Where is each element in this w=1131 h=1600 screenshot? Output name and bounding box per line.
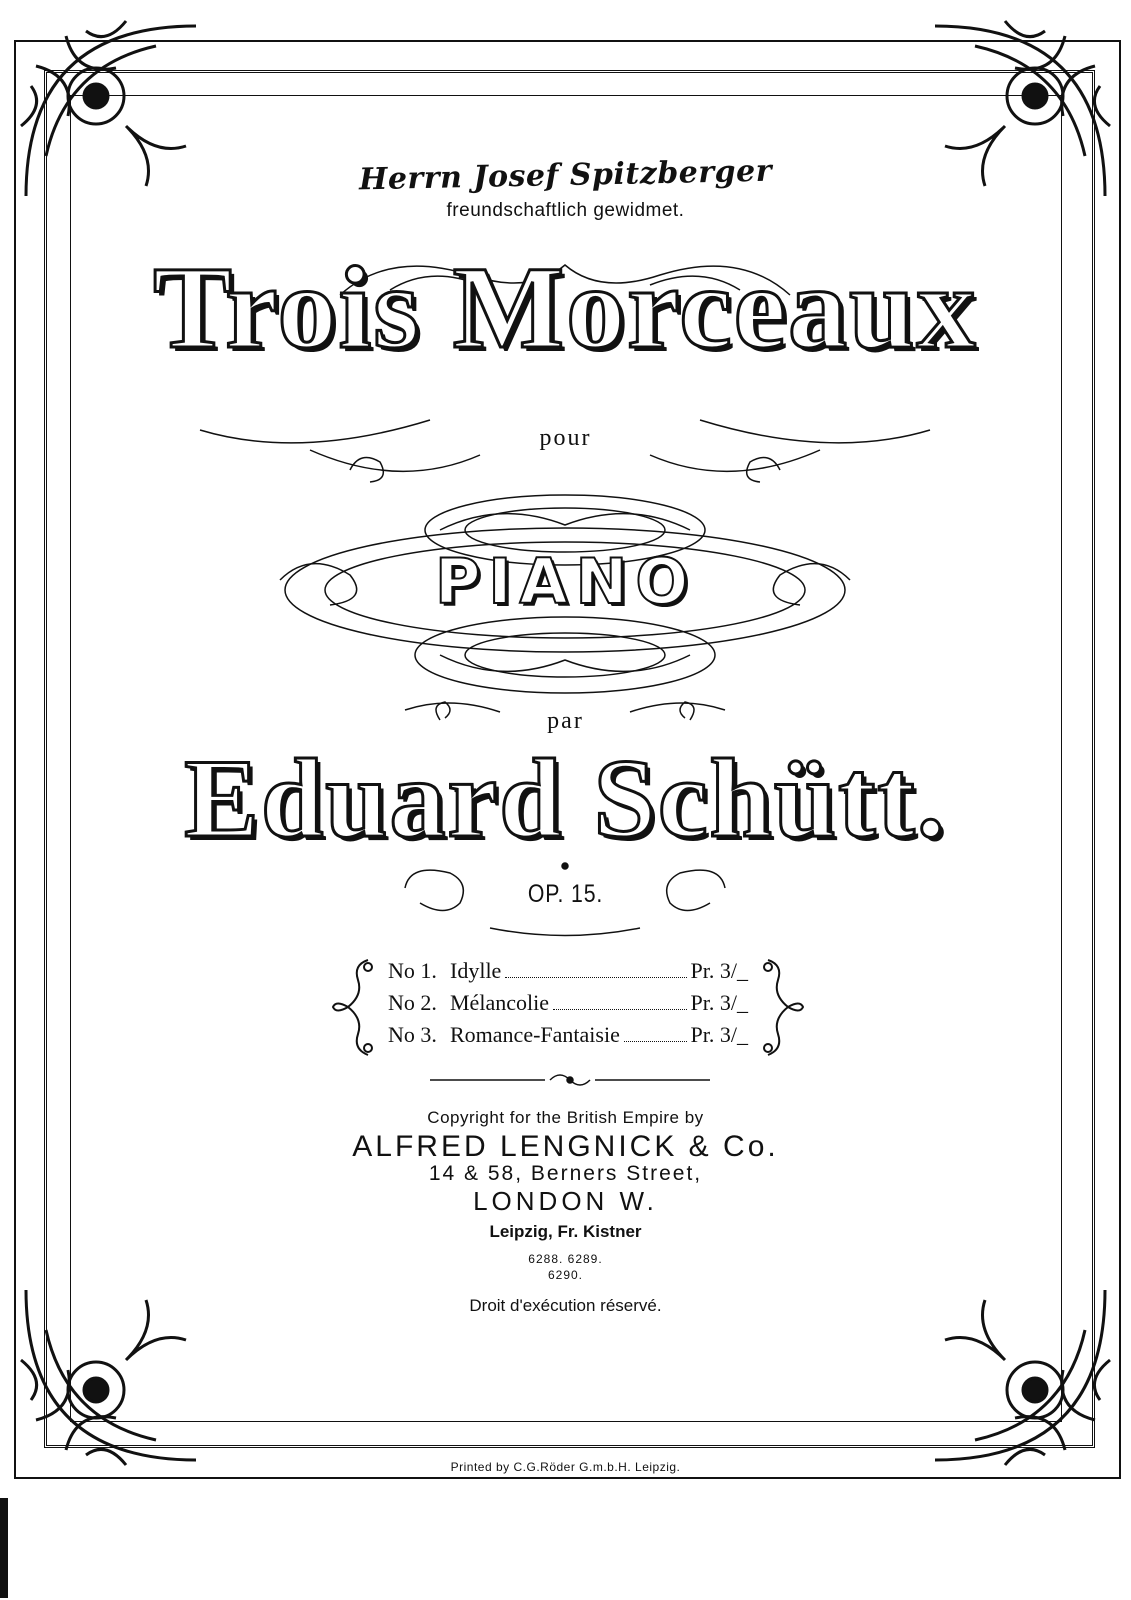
leader-dots [553,1009,687,1010]
pieces-list [388,958,748,1054]
printer-imprint: Printed by C.G.Röder G.m.b.H. Leipzig. [450,1460,681,1474]
piece-title: Romance-Fantaisie [450,1022,620,1047]
plate-numbers: 6288. 6289. [528,1252,603,1266]
piece-price: Pr. 3/_ [690,1022,748,1047]
dedication-name: Herrn Josef Spitzberger [358,153,773,198]
scan-margin-mark [0,1498,8,1598]
piece-title: Mélancolie [450,990,549,1015]
publisher-city: LONDON W. [473,1186,658,1216]
pour-label: pour [539,425,592,451]
pieces-bracket-left [328,955,388,1060]
composer-name: Eduard Schütt. [184,737,947,861]
leader-dots [624,1041,687,1042]
copyright-notice: Copyright for the British Empire by [427,1108,704,1127]
piece-row [388,1022,748,1054]
pieces-bracket-right [748,955,808,1060]
publisher-address: 14 & 58, Berners Street, [428,1162,703,1185]
piece-row [388,990,748,1022]
leipzig-agent: Leipzig, Fr. Kistner [489,1222,642,1241]
piece-number: No 1. [388,958,437,983]
performance-rights: Droit d'exécution réservé. [469,1296,662,1315]
piece-row [388,958,748,990]
piece-price: Pr. 3/_ [690,990,748,1015]
work-title: Trois Morceaux [153,242,978,373]
opus-number: OP. 15. [527,880,604,908]
publisher-name: ALFRED LENGNICK & Co. [352,1130,779,1163]
leader-dots [505,977,686,978]
piece-number: No 3. [388,1022,437,1047]
plate-numbers-2: 6290. [547,1268,584,1282]
ornamental-rule [430,1070,710,1090]
par-label: par [547,708,584,734]
piece-price: Pr. 3/_ [690,958,748,983]
instrument-label: PIANO [434,545,697,618]
piece-number: No 2. [388,990,437,1015]
dedication-note: freundschaftlich gewidmet. [446,200,685,221]
piece-title: Idylle [450,958,502,983]
